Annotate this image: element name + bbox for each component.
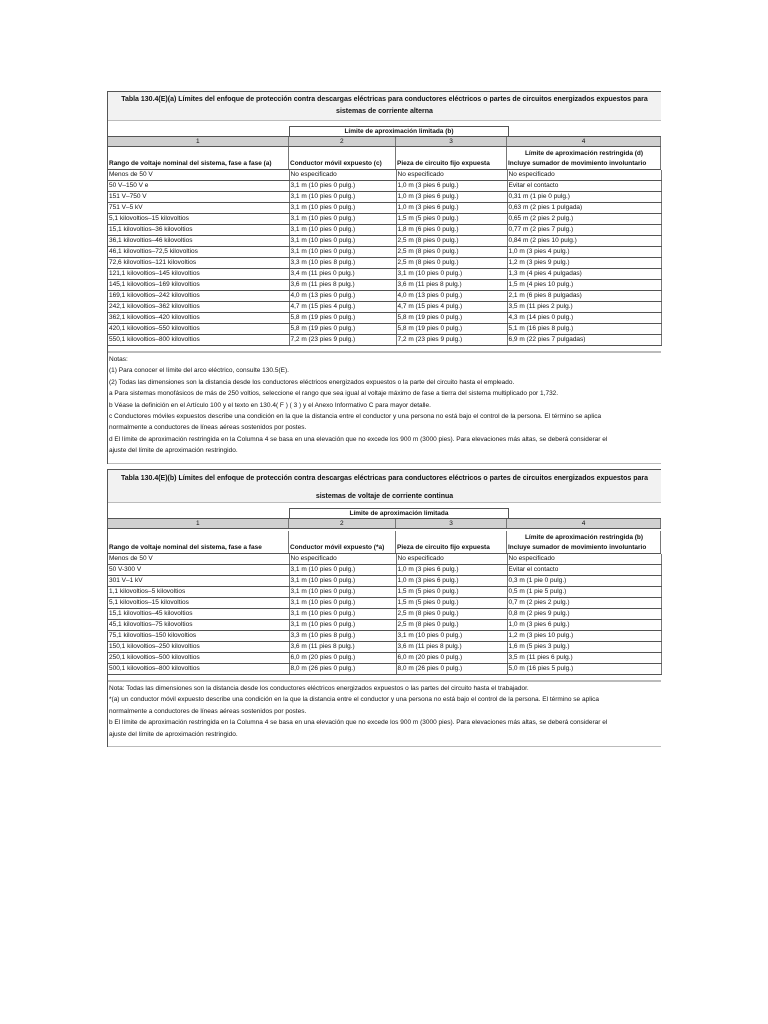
table-cell: No especificado: [289, 554, 396, 565]
table-cell: 3,6 m (11 pies 8 pulg.): [289, 280, 396, 291]
table-cell: 3,6 m (11 pies 8 pulg.): [396, 280, 507, 291]
table-cell: 3,1 m (10 pies 0 pulg.): [289, 214, 396, 225]
table-cell: 1,5 m (5 pies 0 pulg.): [396, 214, 507, 225]
table-row: [108, 170, 661, 181]
table-cell: 5,0 m (16 pies 5 pulg.): [507, 664, 661, 675]
note-line: c Conductores móviles expuestos describe una condición en la que la distancia entre el conductor y una persona no está bajo el control de la persona. El término se aplica: [109, 413, 602, 421]
note-line: ajuste del límite de aproximación restringido.: [109, 447, 238, 455]
table-row: [108, 302, 661, 313]
table-cell: 45,1 kilovoltios–75 kilovoltios: [108, 620, 289, 631]
table-row: [108, 609, 661, 620]
table-cell: 3,3 m (10 pies 8 pulg.): [289, 631, 396, 642]
table-cell: 0,8 m (2 pies 9 pulg.): [507, 609, 661, 620]
table-row: [108, 324, 661, 335]
table-row: [108, 631, 661, 642]
column-number: 1: [108, 519, 289, 528]
table-cell: 3,1 m (10 pies 0 pulg.): [396, 269, 507, 280]
table-row: [108, 291, 661, 302]
table-cell: 3,1 m (10 pies 0 pulg.): [289, 181, 396, 192]
table-row: [108, 192, 661, 203]
table-cell: 5,1 m (16 pies 8 pulg.): [507, 324, 661, 335]
table-cell: 150,1 kilovoltios–250 kilovoltios: [108, 642, 289, 653]
table-row: [108, 313, 661, 324]
table-cell: 362,1 kilovoltios–420 kilovoltios: [108, 313, 289, 324]
table-row: [108, 258, 661, 269]
table-b-group-header: Límite de aproximación limitada: [289, 508, 509, 518]
note-line: Nota: Todas las dimensiones son la distancia desde los conductores eléctricos energizados expuestos o las partes del circuito hasta el trabajador.: [109, 685, 529, 692]
table-cell: 1,0 m (3 pies 6 pulg.): [396, 192, 507, 203]
table-cell: 1,3 m (4 pies 4 pulgadas): [507, 269, 661, 280]
column-label: Conductor móvil expuesto (*a): [289, 531, 396, 553]
table-cell: 4,7 m (15 pies 4 pulg.): [289, 302, 396, 313]
column-number: 3: [396, 519, 507, 528]
table-cell: 3,1 m (10 pies 0 pulg.): [289, 587, 396, 598]
table-a-body: [108, 170, 662, 346]
note-line: Notas:: [109, 356, 128, 363]
column-label: Rango de voltaje nominal del sistema, fase a fase (a): [108, 147, 289, 169]
table-cell: 169,1 kilovoltios–242 kilovoltios: [108, 291, 289, 302]
table-cell: 7,2 m (23 pies 9 pulg.): [396, 335, 507, 346]
table-cell: 3,1 m (10 pies 0 pulg.): [289, 565, 396, 576]
table-a-title: [108, 91, 661, 121]
table-row: [108, 236, 661, 247]
table-cell: 75,1 kilovoltios–150 kilovoltios: [108, 631, 289, 642]
column-label: [507, 147, 661, 169]
table-cell: No especificado: [289, 170, 396, 181]
table-cell: 1,0 m (3 pies 6 pulg.): [507, 620, 661, 631]
table-row: [108, 214, 661, 225]
table-cell: 1,0 m (3 pies 6 pulg.): [396, 576, 507, 587]
table-cell: 4,0 m (13 pies 0 pulg.): [289, 291, 396, 302]
table-b-column-header: [108, 508, 661, 554]
table-b-body: [108, 554, 662, 675]
table-a: [107, 91, 661, 464]
table-cell: 0,65 m (2 pies 2 pulg.): [507, 214, 661, 225]
table-cell: 3,6 m (11 pies 8 pulg.): [289, 642, 396, 653]
table-b-title-line1: Tabla 130.4(E)(b) Límites del enfoque de protección contra descargas eléctricas para conductores eléctricos o partes de circuitos energizados expuestos para: [121, 475, 648, 482]
table-cell: 72,6 kilovoltios–121 kilovoltios: [108, 258, 289, 269]
column-number: 1: [108, 137, 289, 146]
table-cell: 50 V-300 V: [108, 565, 289, 576]
note-line: ajuste del límite de aproximación restringido.: [109, 730, 238, 738]
table-b-notes: [108, 681, 661, 740]
table-row: [108, 642, 661, 653]
table-cell: 15,1 kilovoltios–45 kilovoltios: [108, 609, 289, 620]
table-cell: 145,1 kilovoltios–169 kilovoltios: [108, 280, 289, 291]
note-line: normalmente a conductores de líneas aéreas sostenidos por postes.: [109, 424, 307, 432]
table-cell: 3,1 m (10 pies 0 pulg.): [289, 203, 396, 214]
table-cell: 420,1 kilovoltios–550 kilovoltios: [108, 324, 289, 335]
table-cell: 3,1 m (10 pies 0 pulg.): [289, 598, 396, 609]
table-cell: 0,84 m (2 pies 10 pulg.): [507, 236, 661, 247]
table-cell: No especificado: [507, 554, 661, 565]
table-cell: 5,8 m (19 pies 0 pulg.): [289, 324, 396, 335]
table-cell: 3,6 m (11 pies 8 pulg.): [396, 642, 507, 653]
table-b: [107, 469, 661, 747]
column-label-bottom: Incluye sumador de movimiento involuntario: [508, 160, 647, 167]
note-line: (1) Para conocer el límite del arco eléctrico, consulte 130.5(E).: [109, 367, 289, 375]
column-label: Conductor móvil expuesto (c): [289, 147, 396, 169]
table-row: [108, 664, 661, 675]
table-cell: 2,5 m (8 pies 0 pulg.): [396, 258, 507, 269]
table-b-title-line2: sistemas de voltaje de corriente continua: [315, 493, 454, 500]
table-cell: 3,1 m (10 pies 0 pulg.): [289, 192, 396, 203]
note-line: b Véase la definición en el Artículo 100 y el texto en 130.4( F ) ( 3 ) y el Anexo Informativo C para mayor detalle.: [109, 401, 431, 409]
table-cell: No especificado: [507, 170, 661, 181]
table-cell: 1,6 m (5 pies 3 pulg.): [507, 642, 661, 653]
table-cell: 6,0 m (20 pies 0 pulg.): [396, 653, 507, 664]
table-cell: 0,77 m (2 pies 7 pulg.): [507, 225, 661, 236]
column-label-top: Límite de aproximación restringida (b): [524, 534, 644, 541]
table-cell: 2,1 m (6 pies 8 pulgadas): [507, 291, 661, 302]
table-cell: 1,0 m (3 pies 6 pulg.): [396, 203, 507, 214]
table-cell: Menos de 50 V: [108, 554, 289, 565]
table-cell: 46,1 kilovoltios–72,5 kilovoltios: [108, 247, 289, 258]
table-cell: 3,1 m (10 pies 0 pulg.): [396, 631, 507, 642]
table-cell: 0,5 m (1 pie 5 pulg.): [507, 587, 661, 598]
table-cell: 3,4 m (11 pies 0 pulg.): [289, 269, 396, 280]
table-row: [108, 181, 661, 192]
table-cell: 2,5 m (8 pies 0 pulg.): [396, 236, 507, 247]
table-cell: 2,5 m (8 pies 0 pulg.): [396, 609, 507, 620]
table-row: [108, 620, 661, 631]
table-cell: 36,1 kilovoltios–46 kilovoltios: [108, 236, 289, 247]
table-cell: 1,5 m (4 pies 10 pulg.): [507, 280, 661, 291]
table-cell: 5,8 m (19 pies 0 pulg.): [396, 313, 507, 324]
table-cell: 0,3 m (1 pie 0 pulg.): [507, 576, 661, 587]
table-cell: 15,1 kilovoltios–36 kilovoltios: [108, 225, 289, 236]
note-line: a Para sistemas monofásicos de más de 250 voltios, seleccione el rango que sea igual al voltaje máximo de fase a tierra del sistema multiplicado por 1,732.: [109, 390, 559, 398]
table-cell: 5,1 kilovoltios–15 kilovoltios: [108, 214, 289, 225]
column-label-bottom: Incluye sumador de movimiento involuntario: [508, 544, 647, 551]
table-cell: 50 V–150 V e: [108, 181, 289, 192]
table-row: [108, 335, 661, 346]
column-number: 2: [289, 519, 396, 528]
table-row: [108, 576, 661, 587]
table-cell: 5,8 m (19 pies 0 pulg.): [396, 324, 507, 335]
table-row: [108, 247, 661, 258]
table-cell: 500,1 kilovoltios–800 kilovoltios: [108, 664, 289, 675]
table-cell: 4,7 m (15 pies 4 pulg.): [396, 302, 507, 313]
column-label: [507, 531, 661, 553]
table-cell: 242,1 kilovoltios–362 kilovoltios: [108, 302, 289, 313]
table-cell: Evitar el contacto: [507, 181, 661, 192]
table-cell: 3,1 m (10 pies 0 pulg.): [289, 609, 396, 620]
table-cell: 4,3 m (14 pies 0 pulg.): [507, 313, 661, 324]
note-line: (2) Todas las dimensiones son la distancia desde los conductores eléctricos energizados expuestos o la parte del circuito hasta el empleado.: [109, 378, 515, 386]
table-b-title: [108, 469, 661, 503]
note-line: b El límite de aproximación restringida en la Columna 4 se basa en una elevación que no excede los 900 m (3000 pies). Para elevaciones más altas, se deberá considerar el: [109, 719, 608, 727]
table-cell: 5,1 kilovoltios–15 kilovoltios: [108, 598, 289, 609]
table-cell: 1,2 m (3 pies 10 pulg.): [507, 631, 661, 642]
table-cell: 121,1 kilovoltios–145 kilovoltios: [108, 269, 289, 280]
note-line: d El límite de aproximación restringida en la Columna 4 se basa en una elevación que no excede los 900 m (3000 pies). Para elevaciones más altas, se deberá considerar el: [109, 435, 608, 443]
table-cell: 751 V–5 kV: [108, 203, 289, 214]
table-cell: 1,5 m (5 pies 0 pulg.): [396, 587, 507, 598]
table-cell: Evitar el contacto: [507, 565, 661, 576]
column-number: 3: [396, 137, 507, 146]
table-cell: 8,0 m (26 pies 0 pulg.): [289, 664, 396, 675]
note-line: normalmente a conductores de líneas aéreas sostenidos por postes.: [109, 707, 307, 715]
table-cell: No especificado: [396, 170, 507, 181]
column-number: 2: [289, 137, 396, 146]
table-b-column-numbers: [108, 518, 661, 529]
table-cell: 250,1 kilovoltios–500 kilovoltios: [108, 653, 289, 664]
table-cell: 7,2 m (23 pies 9 pulg.): [289, 335, 396, 346]
table-cell: 0,63 m (2 pies 1 pulgada): [507, 203, 661, 214]
table-row: [108, 225, 661, 236]
table-cell: 151 V–750 V: [108, 192, 289, 203]
table-cell: Menos de 50 V: [108, 170, 289, 181]
table-a-group-header: Límite de aproximación limitada (b): [289, 126, 509, 136]
table-cell: 1,0 m (3 pies 6 pulg.): [396, 181, 507, 192]
table-cell: 301 V–1 kV: [108, 576, 289, 587]
table-cell: 4,0 m (13 pies 0 pulg.): [396, 291, 507, 302]
column-label: Rango de voltaje nominal del sistema, fase a fase: [108, 531, 289, 553]
table-row: [108, 587, 661, 598]
table-cell: 3,1 m (10 pies 0 pulg.): [289, 247, 396, 258]
table-a-title-line2: sistemas de corriente alterna: [336, 108, 433, 115]
table-cell: 1,1 kilovoltios–5 kilovoltios: [108, 587, 289, 598]
table-cell: 3,5 m (11 pies 2 pulg.): [507, 302, 661, 313]
table-cell: 3,1 m (10 pies 0 pulg.): [289, 225, 396, 236]
table-row: [108, 653, 661, 664]
table-cell: 3,3 m (10 pies 8 pulg.): [289, 258, 396, 269]
table-a-column-numbers: [108, 136, 661, 147]
table-cell: 6,0 m (20 pies 0 pulg.): [289, 653, 396, 664]
table-cell: 0,31 m (1 pie 0 pulg.): [507, 192, 661, 203]
table-cell: 3,1 m (10 pies 0 pulg.): [289, 620, 396, 631]
table-cell: 0,7 m (2 pies 2 pulg.): [507, 598, 661, 609]
table-cell: 3,1 m (10 pies 0 pulg.): [289, 236, 396, 247]
table-cell: 1,8 m (6 pies 0 pulg.): [396, 225, 507, 236]
table-row: [108, 565, 661, 576]
table-cell: 6,9 m (22 pies 7 pulgadas): [507, 335, 661, 346]
table-cell: 1,0 m (3 pies 6 pulg.): [396, 565, 507, 576]
column-label: Pieza de circuito fijo expuesta: [396, 147, 507, 169]
table-row: [108, 203, 661, 214]
table-a-notes: [108, 352, 661, 457]
table-cell: 8,0 m (26 pies 0 pulg.): [396, 664, 507, 675]
table-cell: 1,5 m (5 pies 0 pulg.): [396, 598, 507, 609]
table-cell: 2,5 m (8 pies 0 pulg.): [396, 247, 507, 258]
column-number: 4: [507, 137, 661, 146]
table-a-title-line1: Tabla 130.4(E)(a) Límites del enfoque de protección contra descargas eléctricas para conductores eléctricos o partes de circuitos energizados expuestos para: [121, 96, 648, 103]
table-row: [108, 554, 661, 565]
table-cell: 2,5 m (8 pies 0 pulg.): [396, 620, 507, 631]
table-cell: 3,1 m (10 pies 0 pulg.): [289, 576, 396, 587]
note-line: *(a) un conductor móvil expuesto describe una condición en la que la distancia entre el conductor y una persona no está bajo el control de la persona. El término se aplica: [109, 696, 599, 704]
table-cell: 550,1 kilovoltios–800 kilovoltios: [108, 335, 289, 346]
table-cell: 1,2 m (3 pies 9 pulg.): [507, 258, 661, 269]
table-b-column-labels: [108, 531, 661, 554]
table-cell: 3,5 m (11 pies 6 pulg.): [507, 653, 661, 664]
table-row: [108, 598, 661, 609]
table-row: [108, 269, 661, 280]
table-cell: No especificado: [396, 554, 507, 565]
table-cell: 5,8 m (19 pies 0 pulg.): [289, 313, 396, 324]
table-cell: 1,0 m (3 pies 4 pulg.): [507, 247, 661, 258]
column-label-top: Límite de aproximación restringida (d): [524, 150, 644, 157]
table-row: [108, 280, 661, 291]
table-a-column-header: [108, 126, 661, 170]
column-number: 4: [507, 519, 661, 528]
column-label: Pieza de circuito fijo expuesta: [396, 531, 507, 553]
table-a-column-labels: [108, 147, 661, 170]
